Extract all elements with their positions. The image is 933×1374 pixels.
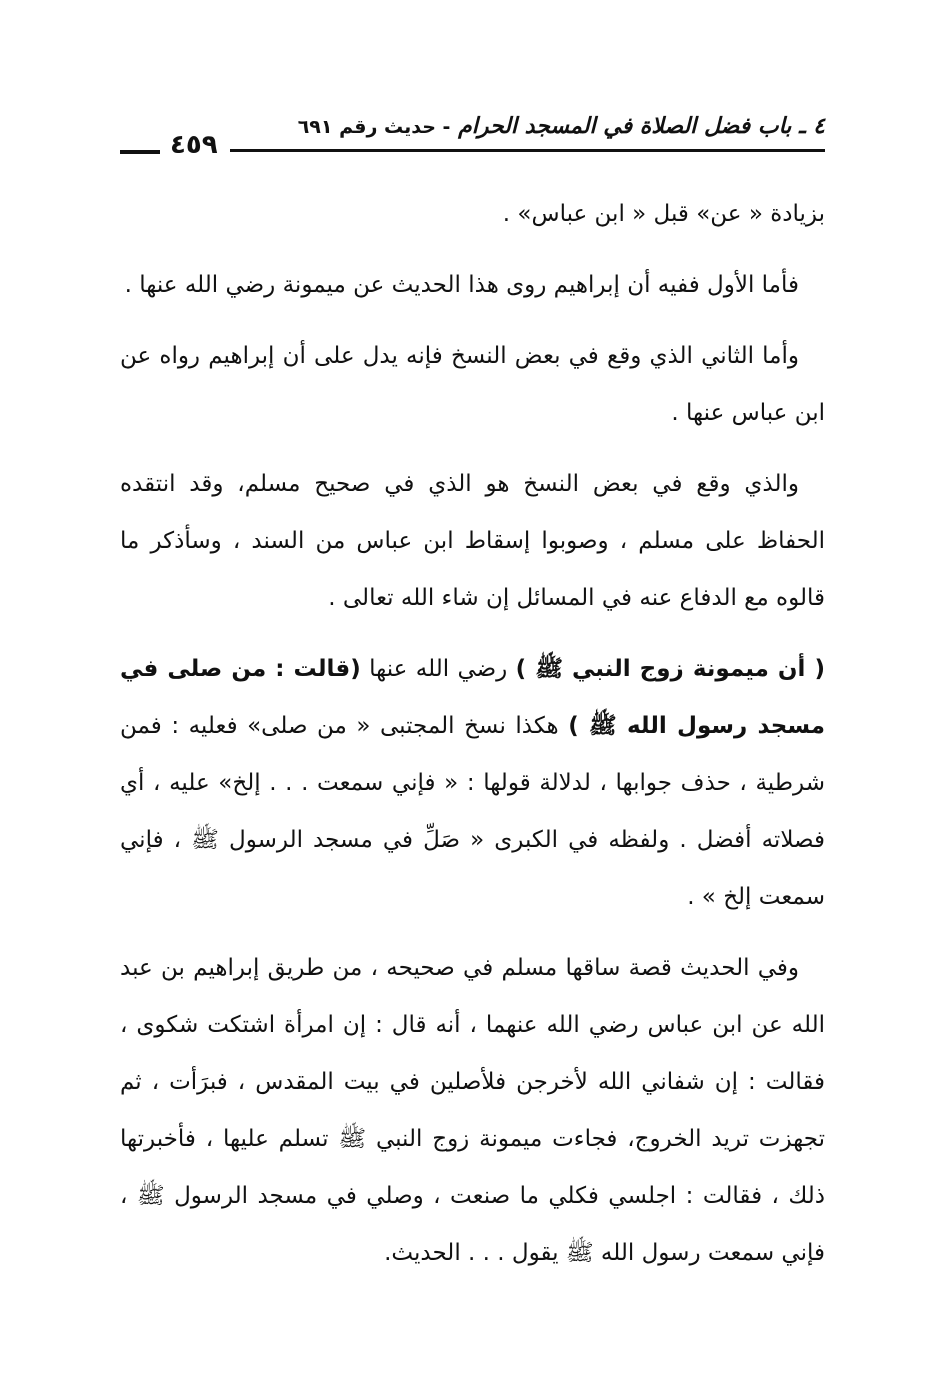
chapter-title: ٤ ـ باب فضل الصلاة في المسجد الحرام bbox=[458, 114, 825, 139]
page-number-dash bbox=[120, 150, 160, 154]
paragraph-commentary bbox=[120, 641, 825, 926]
hadith-number: - حديث رقم ٦٩١ bbox=[297, 116, 451, 138]
paragraph: والذي وقع في بعض النسخ هو الذي في صحيح مسلم، وقد انتقده الحفاظ على مسلم ، وصوبوا إسقاط ابن عباس من السند ، وسأذكر ما قالوه مع الدفاع عنه في المسائل إن شاء الله تعالى . bbox=[120, 471, 825, 611]
commentary-text: هكذا نسخ المجتبى « من صلى» فعليه : فمن شرطية ، حذف جوابها ، لدلالة قولها : « فإني سمعت . . . إلخ» عليه ، أي فصلاته أفضل . ولفظه في الكبرى « صَلِّ في مسجد الرسول ﷺ ، فإني سمعت إلخ » . bbox=[120, 713, 825, 910]
paragraph: بزيادة « عن» قبل « ابن عباس» . bbox=[502, 201, 825, 227]
header-rule bbox=[230, 149, 825, 152]
running-header bbox=[120, 108, 825, 160]
paragraph: فأما الأول ففيه أن إبراهيم روى هذا الحديث عن ميمونة رضي الله عنها . bbox=[124, 272, 799, 298]
quoted-text: ( أن ميمونة زوج النبي ﷺ ) bbox=[515, 656, 825, 682]
running-title bbox=[298, 112, 825, 142]
body-text bbox=[120, 186, 825, 1296]
quoted-text: (قالت : من صلى في مسجد رسول الله ﷺ ) bbox=[120, 656, 825, 739]
commentary-text: رضي الله عنها bbox=[360, 656, 516, 682]
page-number: ٤٥٩ bbox=[170, 130, 218, 160]
paragraph: وفي الحديث قصة ساقها مسلم في صحيحه ، من طريق إبراهيم بن عبد الله عن ابن عباس رضي الله عنهما ، أنه قال : إن امرأة اشتكت شكوى ، فقالت : إن شفاني الله لأخرجن فلأصلين في بيت المقدس ، فبرَأت ، ثم تجهزت تريد الخروج، فجاءت ميمونة زوج النبي ﷺ تسلم عليها ، فأخبرتها ذلك ، فقالت : اجلسي فكلي ما صنعت ، وصلي في مسجد الرسول ﷺ ، فإني سمعت رسول الله ﷺ يقول . . . الحديث. bbox=[120, 955, 825, 1266]
paragraph: وأما الثاني الذي وقع في بعض النسخ فإنه يدل على أن إبراهيم رواه عن ابن عباس عنها . bbox=[120, 343, 825, 426]
